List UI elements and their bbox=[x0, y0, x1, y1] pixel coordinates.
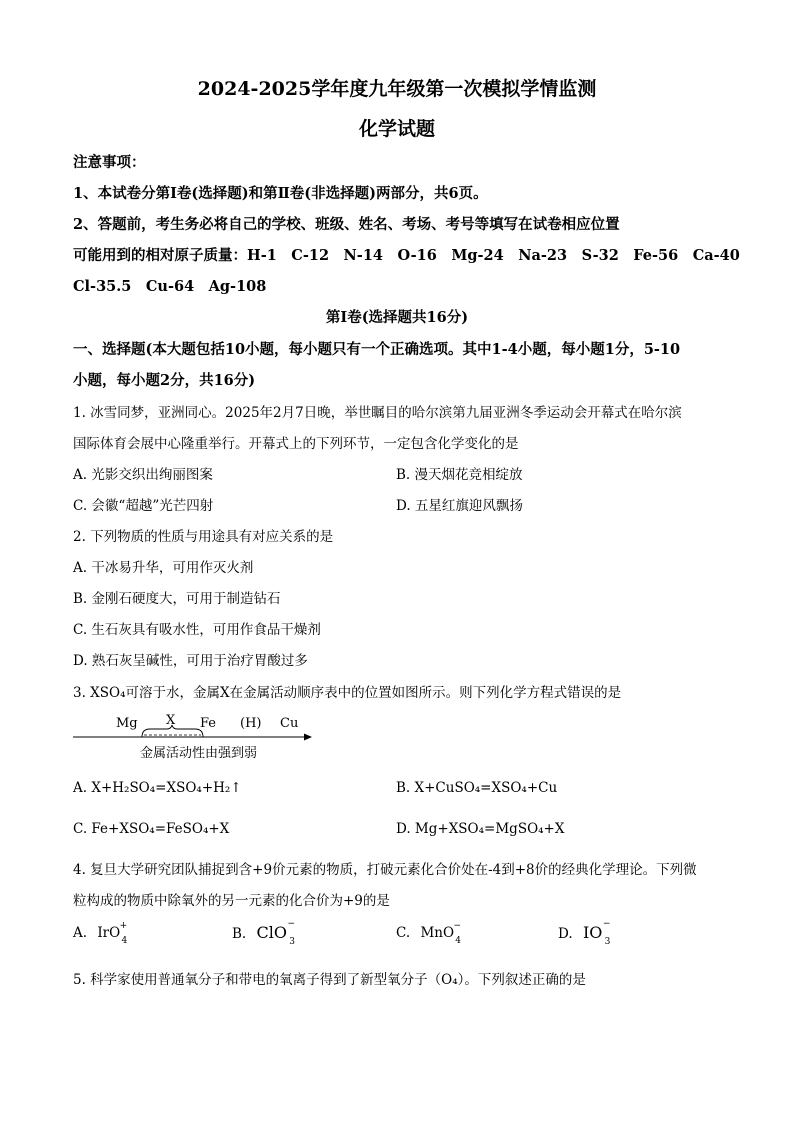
notice-heading: 注意事项： bbox=[73, 154, 146, 171]
q4-option-b-subscript: 3 bbox=[289, 937, 295, 947]
q4-option-d-formula bbox=[582, 919, 611, 947]
section-instructions-line-2: 小题，每小题2分，共16分) bbox=[73, 372, 256, 389]
diagram-label-mg: Mg bbox=[116, 716, 138, 731]
atomic-masses-line-1: 可能用到的相对原子质量：H-1 C-12 N-14 O-16 Mg-24 Na-23 S-32 Fe-56 Ca-40 bbox=[73, 247, 740, 264]
q3-option-c: C. Fe+XSO₄=FeSO₄+X bbox=[73, 821, 230, 837]
q4-option-a-subscript: 4 bbox=[121, 936, 128, 946]
q4-option-c-base: MnO bbox=[420, 925, 455, 941]
q4-option-d bbox=[558, 919, 611, 947]
q3-option-a: A. X+H₂SO₄=XSO₄+H₂↑ bbox=[73, 780, 242, 796]
q4-option-a-charge: + bbox=[119, 921, 128, 931]
q2-stem: 2. 下列物质的性质与用途具有对应关系的是 bbox=[73, 529, 334, 545]
q4-option-b-formula bbox=[256, 919, 295, 947]
diagram-label-h: (H) bbox=[240, 716, 262, 731]
q4-option-d-letter: D. bbox=[558, 926, 573, 942]
q3-option-b: B. X+CuSO₄=XSO₄+Cu bbox=[396, 780, 558, 796]
atomic-masses-line-2: Cl-35.5 Cu-64 Ag-108 bbox=[73, 278, 267, 295]
q4-option-a-formula bbox=[97, 921, 128, 946]
diagram-label-fe: Fe bbox=[200, 716, 217, 731]
metal-activity-diagram bbox=[70, 708, 330, 768]
exam-subtitle: 化学试题 bbox=[358, 118, 435, 140]
diagram-label-cu: Cu bbox=[280, 716, 299, 731]
q4-option-a-base: IrO bbox=[97, 925, 121, 941]
q1-option-a: A. 光影交织出绚丽图案 bbox=[73, 467, 213, 483]
activity-axis-arrowhead bbox=[304, 734, 312, 741]
q4-option-a-letter: A. bbox=[73, 925, 88, 941]
q2-option-d: D. 熟石灰呈碱性，可用于治疗胃酸过多 bbox=[73, 653, 308, 669]
q4-option-a bbox=[73, 921, 128, 946]
q4-option-b-base: ClO bbox=[256, 923, 287, 942]
q4-option-d-base: IO bbox=[582, 923, 603, 942]
q4-option-d-charge: − bbox=[602, 919, 611, 929]
q4-stem-line-1: 4. 复旦大学研究团队捕捉到含+9价元素的物质，打破元素化合价处在-4到+8价的经典化学理论。下列微 bbox=[73, 862, 697, 878]
q3-stem: 3. XSO₄可溶于水，金属X在金属活动顺序表中的位置如图所示。则下列化学方程式错误的是 bbox=[73, 685, 622, 701]
q1-stem-line-2: 国际体育会展中心隆重举行。开幕式上的下列环节，一定包含化学变化的是 bbox=[73, 436, 519, 452]
q4-option-c-letter: C. bbox=[396, 925, 411, 941]
q4-option-c-subscript: 4 bbox=[455, 936, 462, 946]
section-instructions-line-1: 一、选择题(本大题包括10小题，每小题只有一个正确选项。其中1-4小题，每小题1分，5-10 bbox=[73, 341, 681, 358]
q4-option-c-charge: − bbox=[453, 921, 462, 931]
q2-option-a: A. 干冰易升华，可用作灭火剂 bbox=[73, 560, 254, 576]
q1-stem-line-1: 1. 冰雪同梦，亚洲同心。2025年2月7日晚，举世瞩目的哈尔滨第九届亚洲冬季运动会开幕式在哈尔滨 bbox=[73, 405, 682, 421]
diagram-caption: 金属活动性由强到弱 bbox=[140, 746, 258, 761]
notice-item-1: 1、本试卷分第Ⅰ卷(选择题)和第Ⅱ卷(非选择题)两部分，共6页。 bbox=[73, 185, 488, 202]
q1-option-b: B. 漫天烟花竞相绽放 bbox=[396, 467, 523, 483]
q4-option-d-subscript: 3 bbox=[604, 937, 611, 947]
q4-option-b bbox=[232, 919, 295, 947]
notice-item-2: 2、答题前，考生务必将自己的学校、班级、姓名、考场、考号等填写在试卷相应位置 bbox=[73, 216, 620, 233]
q4-option-b-charge: − bbox=[287, 919, 295, 929]
q5-stem: 5. 科学家使用普通氧分子和带电的氧离子得到了新型氧分子（O₄）。下列叙述正确的是 bbox=[73, 972, 586, 988]
q4-stem-line-2: 粒构成的物质中除氧外的另一元素的化合价为+9的是 bbox=[73, 893, 390, 909]
exam-title: 2024-2025学年度九年级第一次模拟学情监测 bbox=[197, 78, 597, 100]
q1-option-d: D. 五星红旗迎风飘扬 bbox=[396, 498, 523, 514]
q2-option-c: C. 生石灰具有吸水性，可用作食品干燥剂 bbox=[73, 622, 321, 638]
q3-option-d: D. Mg+XSO₄=MgSO₄+X bbox=[396, 821, 565, 837]
diagram-label-x: X bbox=[166, 713, 176, 728]
q1-option-c: C. 会徽“超越”光芒四射 bbox=[73, 498, 214, 514]
q2-option-b: B. 金刚石硬度大，可用于制造钻石 bbox=[73, 591, 281, 607]
q4-option-c-formula bbox=[420, 921, 462, 946]
q4-option-b-letter: B. bbox=[232, 926, 247, 942]
q4-option-c bbox=[396, 921, 462, 946]
section-title: 第Ⅰ卷(选择题共16分) bbox=[325, 309, 469, 326]
